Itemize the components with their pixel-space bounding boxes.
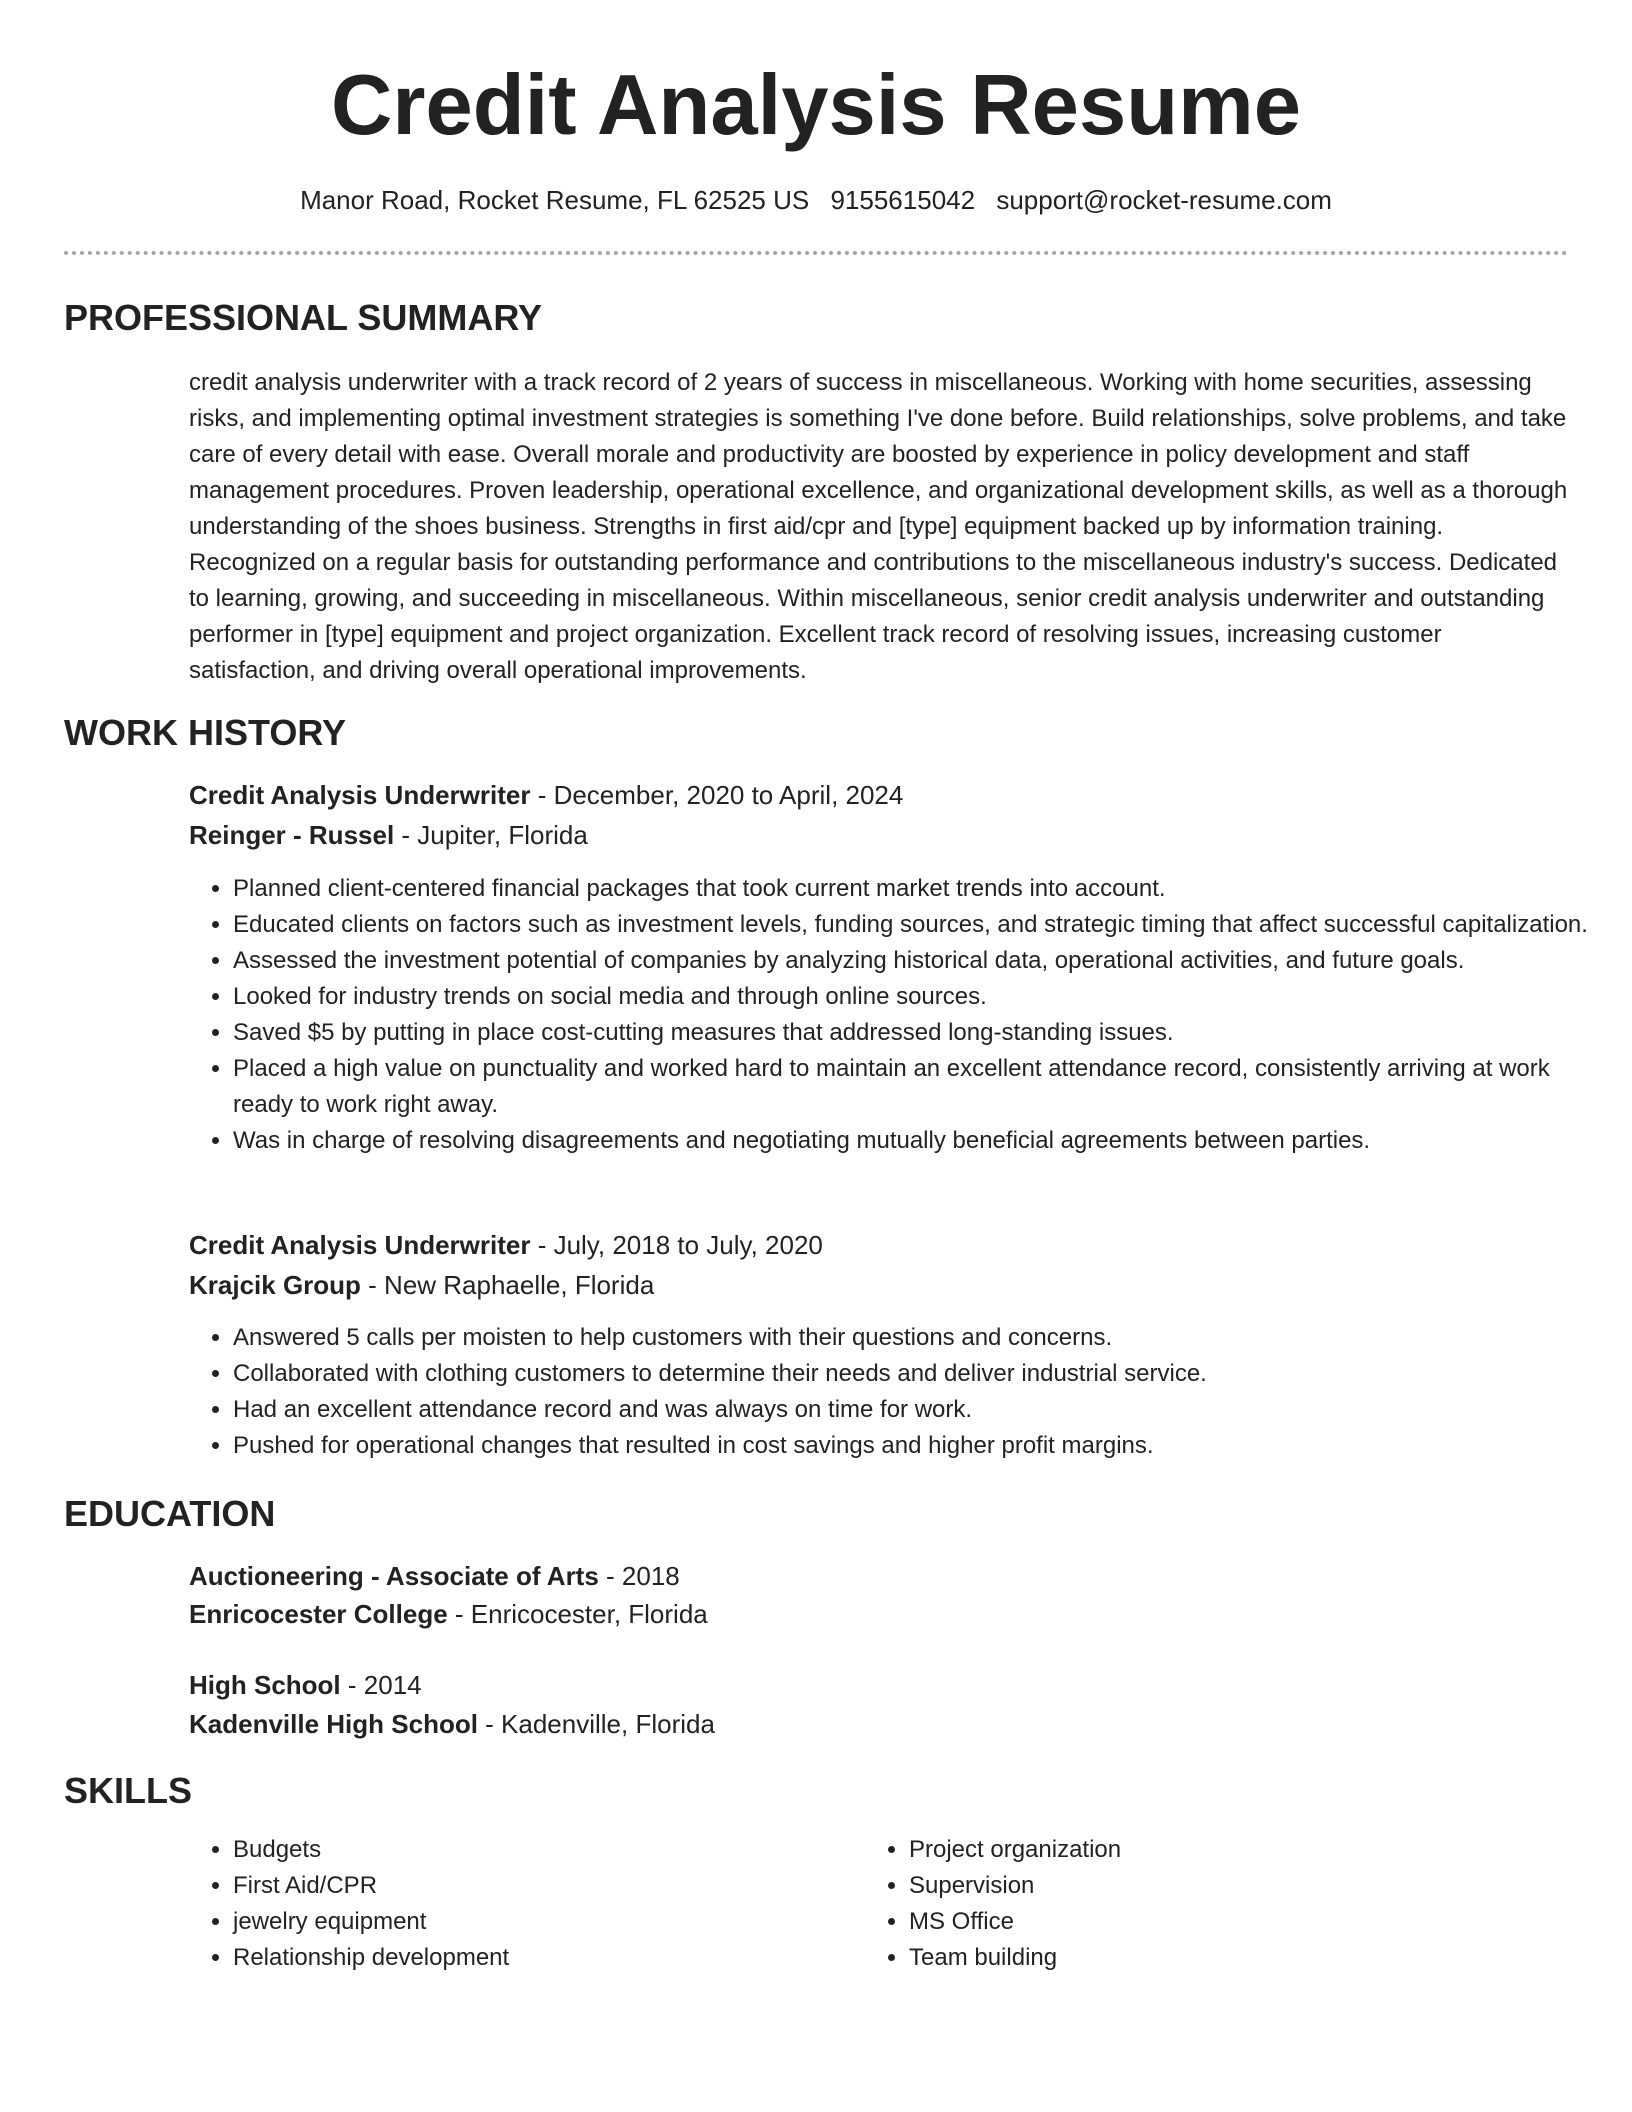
- job-1-title: Credit Analysis Underwriter: [189, 780, 531, 810]
- job-2-location: - New Raphaelle, Florida: [360, 1270, 655, 1300]
- list-item: • Planned client-centered financial packages that took current market trends into account.: [233, 871, 1613, 907]
- education-1-school: Enricocester College: [189, 1599, 448, 1629]
- education-1-year: - 2018: [598, 1561, 680, 1591]
- contact-email: support@rocket-resume.com: [996, 185, 1332, 215]
- job-2-company: Krajcik Group: [189, 1270, 361, 1300]
- education-2-school: Kadenville High School: [189, 1709, 478, 1739]
- job-1-company: Reinger - Russel: [189, 820, 395, 850]
- skill-item: • MS Office: [909, 1904, 1529, 1940]
- summary-heading: PROFESSIONAL SUMMARY: [64, 297, 543, 338]
- education-1-school-line: [189, 1596, 708, 1632]
- list-item: • Had an excellent attendance record and was always on time for work.: [233, 1392, 1613, 1428]
- job-1-dates: - December, 2020 to April, 2024: [530, 780, 904, 810]
- education-2-location: - Kadenville, Florida: [477, 1709, 715, 1739]
- list-item: • Collaborated with clothing customers to determine their needs and deliver industrial service.: [233, 1356, 1613, 1392]
- skills-heading: SKILLS: [64, 1770, 193, 1811]
- contact-line: [0, 182, 1632, 218]
- skill-item: • Relationship development: [233, 1940, 853, 1976]
- job-2-dates: - July, 2018 to July, 2020: [530, 1230, 823, 1260]
- job-2-company-line: [189, 1267, 654, 1303]
- education-heading: EDUCATION: [64, 1493, 276, 1534]
- skill-item: • Budgets: [233, 1832, 853, 1868]
- list-item: • Educated clients on factors such as investment levels, funding sources, and strategic timing that affect successful capitalization.: [233, 907, 1613, 943]
- summary-text: credit analysis underwriter with a track record of 2 years of success in miscellaneous. Working with home securities, assessing risks, and implementing optimal investment strategies is something I've done before. Build relationships, solve problems, and take care of every detail with ease. Overall morale and productivity are boosted by experience in policy development and staff management procedures. Proven leadership, operational excellence, and organizational development skills, as well as a thorough understanding of the shoes business. Strengths in first aid/cpr and [type] equipment backed up by information training. Recognized on a regular basis for outstanding performance and contributions to the miscellaneous industry's success. Dedicated to learning, growing, and succeeding in miscellaneous. Within miscellaneous, senior credit analysis underwriter and outstanding performer in [type] equipment and project organization. Excellent track record of resolving issues, increasing customer satisfaction, and driving overall operational improvements.: [189, 369, 1568, 684]
- education-1-location: - Enricocester, Florida: [447, 1599, 708, 1629]
- education-2-degree: High School: [189, 1670, 341, 1700]
- header-divider: [64, 251, 1568, 255]
- skill-item: • First Aid/CPR: [233, 1868, 853, 1904]
- list-item: • Placed a high value on punctuality and worked hard to maintain an excellent attendance record, consistently arriving at work ready to work right away.: [233, 1051, 1613, 1123]
- list-item: • Assessed the investment potential of companies by analyzing historical data, operational activities, and future goals.: [233, 943, 1613, 979]
- job-1-location: - Jupiter, Florida: [394, 820, 588, 850]
- skill-item: • jewelry equipment: [233, 1904, 853, 1940]
- education-2-year: - 2014: [340, 1670, 422, 1700]
- education-2-school-line: [189, 1706, 715, 1742]
- work-history-heading: WORK HISTORY: [64, 712, 347, 753]
- skills-list-left: [189, 1832, 853, 1976]
- contact-address: Manor Road, Rocket Resume, FL 62525 US: [300, 185, 810, 215]
- education-2-degree-line: [189, 1667, 422, 1703]
- skill-item: • Team building: [909, 1940, 1529, 1976]
- education-1-degree: Auctioneering - Associate of Arts: [189, 1561, 599, 1591]
- job-2-title: Credit Analysis Underwriter: [189, 1230, 531, 1260]
- resume-title: Credit Analysis Resume: [331, 58, 1301, 153]
- list-item: • Was in charge of resolving disagreements and negotiating mutually beneficial agreements between parties.: [233, 1123, 1613, 1159]
- education-1-degree-line: [189, 1558, 680, 1594]
- skill-item: • Supervision: [909, 1868, 1529, 1904]
- list-item: • Pushed for operational changes that resulted in cost savings and higher profit margins.: [233, 1428, 1613, 1464]
- job-1-title-line: [189, 777, 903, 813]
- contact-phone: 9155615042: [830, 185, 976, 215]
- job-1-bullets: [189, 871, 1613, 1159]
- list-item: • Saved $5 by putting in place cost-cutting measures that addressed long-standing issues.: [233, 1015, 1613, 1051]
- list-item: • Looked for industry trends on social media and through online sources.: [233, 979, 1613, 1015]
- skill-item: • Project organization: [909, 1832, 1529, 1868]
- job-2-title-line: [189, 1227, 823, 1263]
- skills-list-right: [865, 1832, 1529, 1976]
- list-item: • Answered 5 calls per moisten to help customers with their questions and concerns.: [233, 1320, 1613, 1356]
- job-1-company-line: [189, 817, 588, 853]
- job-2-bullets: [189, 1320, 1613, 1464]
